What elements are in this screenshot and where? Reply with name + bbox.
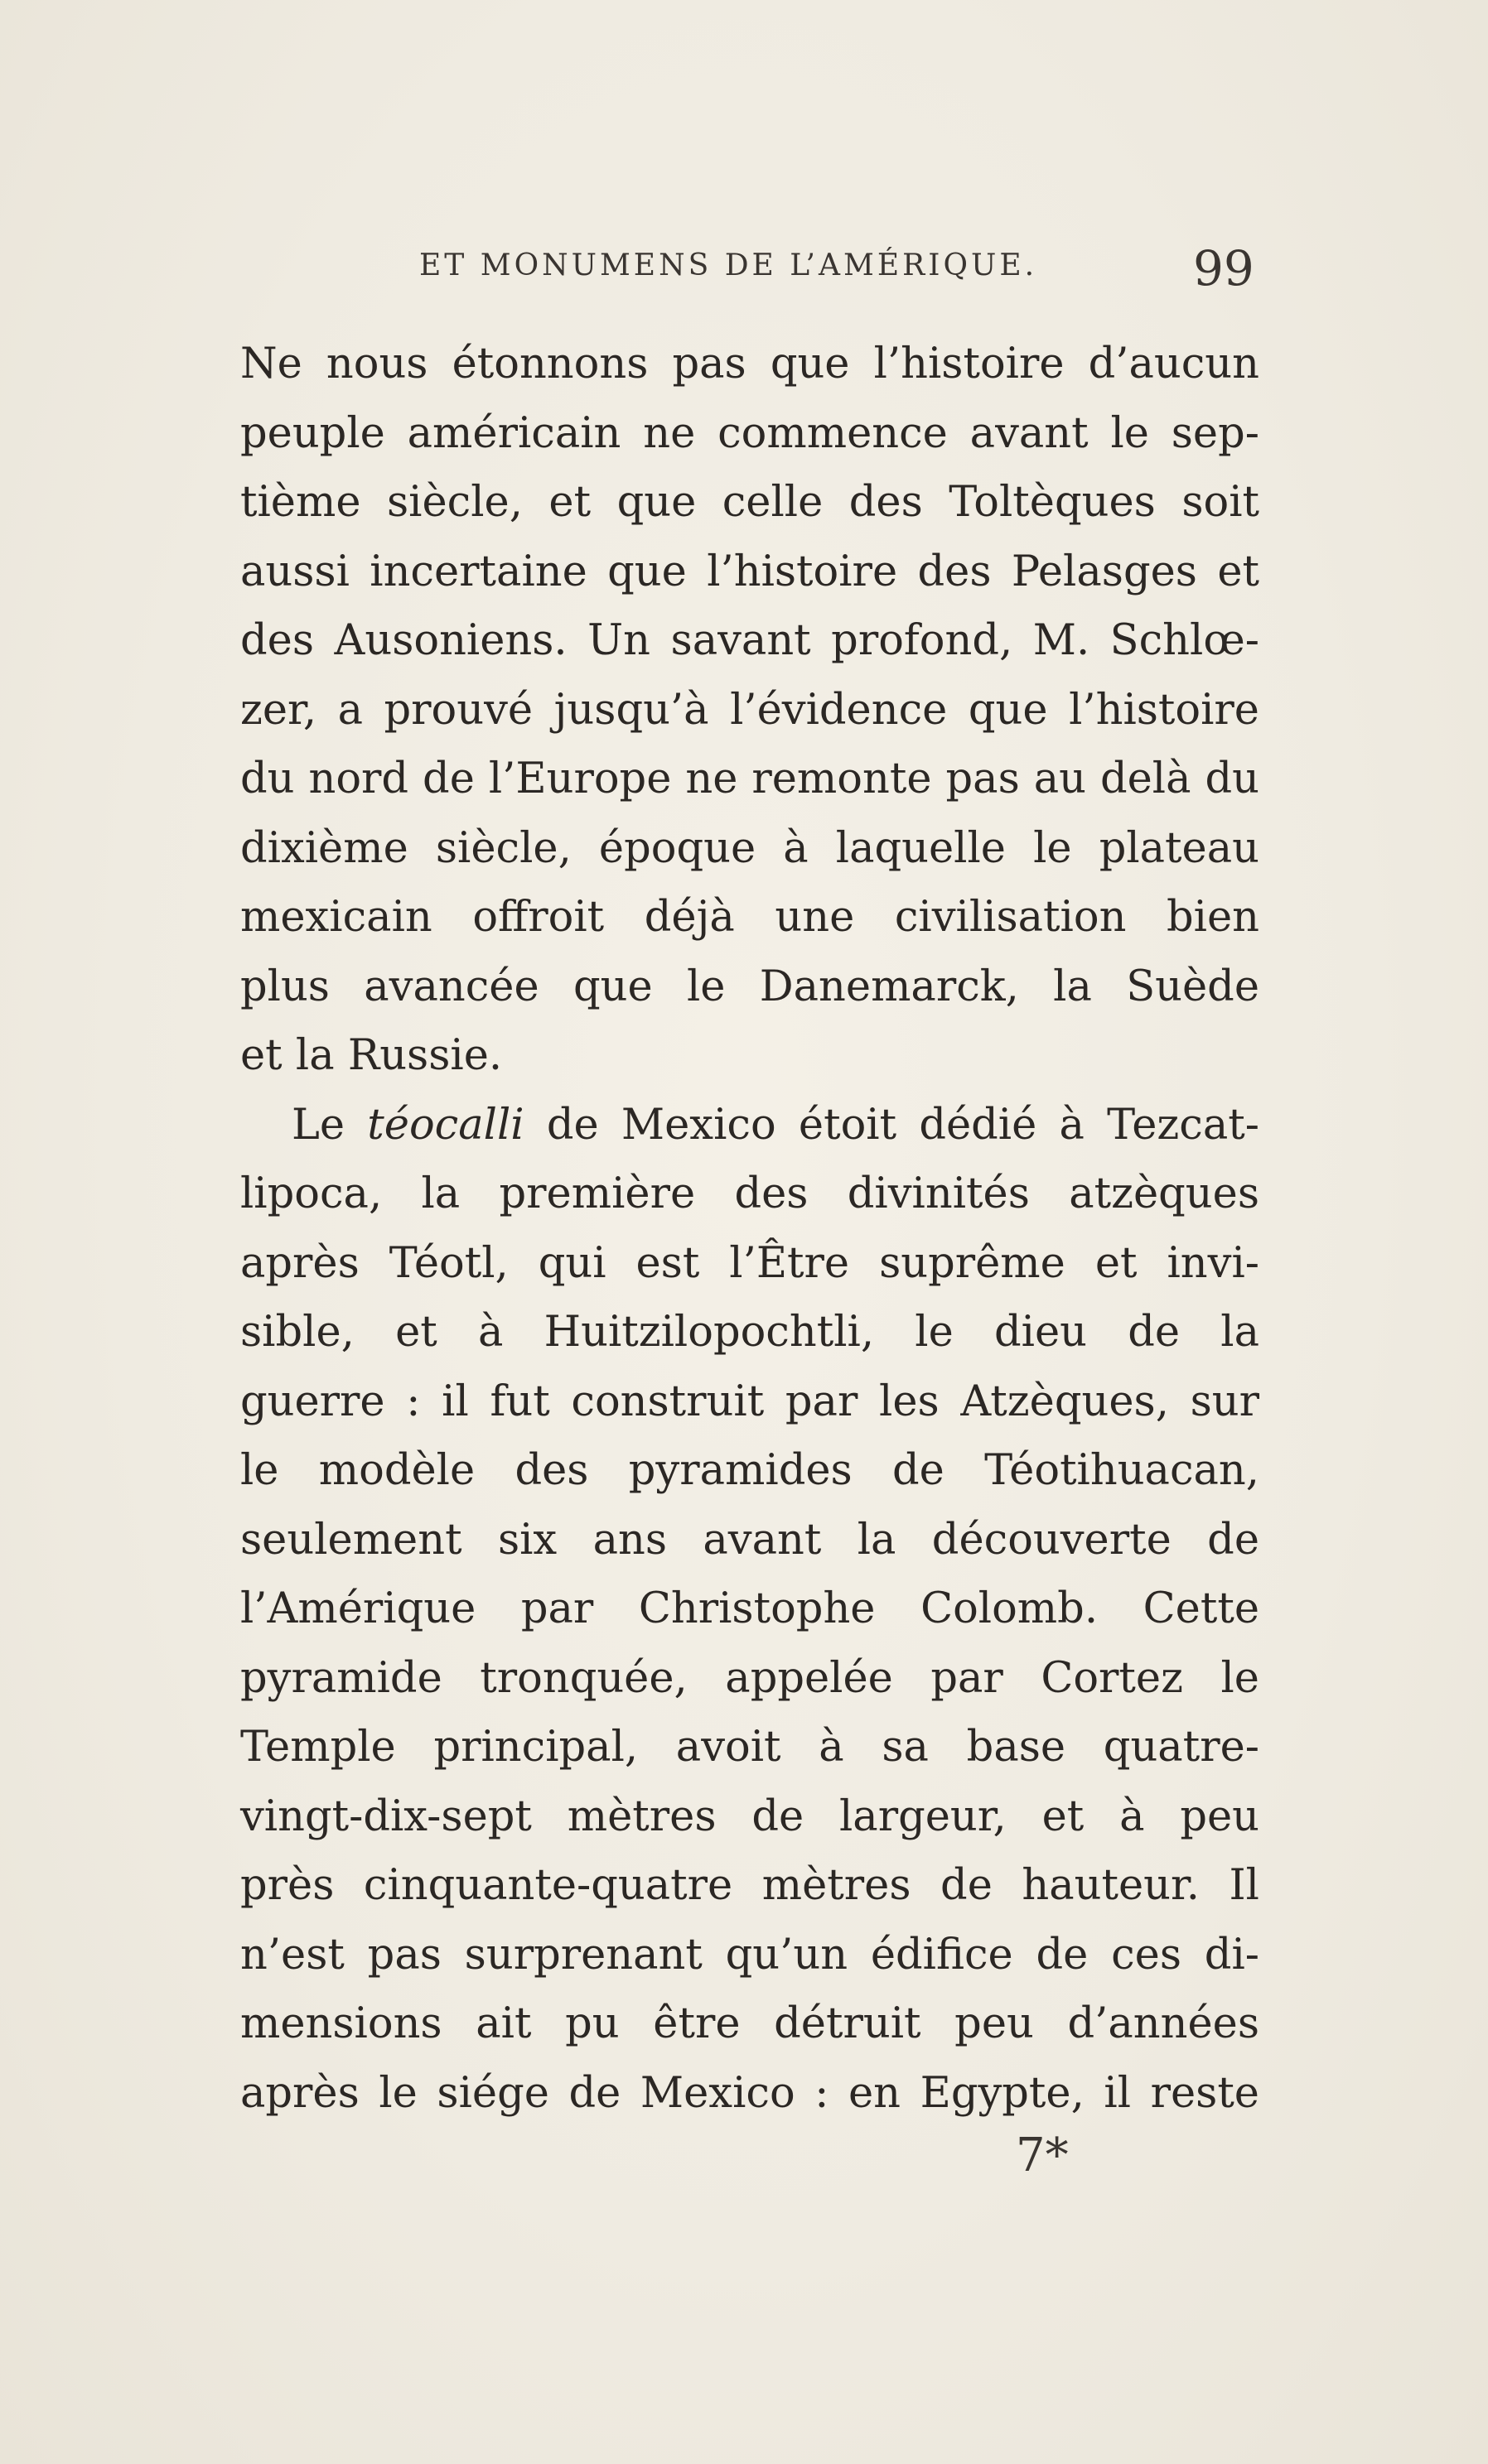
text-line: du nord de l’Europe ne remonte pas au delà du bbox=[240, 755, 1259, 803]
running-title: ET MONUMENS DE L’AMÉRIQUE. bbox=[419, 248, 1038, 282]
text-line: seulement six ans avant la découverte de bbox=[240, 1515, 1259, 1565]
text-line: tième siècle, et que celle des Toltèques soit bbox=[240, 478, 1259, 527]
text-line: plus avancée que le Danemarck, la Suède bbox=[240, 962, 1259, 1011]
paragraph-2 bbox=[240, 1091, 1259, 2129]
text-line: après Téotl, qui est l’Être suprême et invi- bbox=[240, 1238, 1259, 1288]
text-line bbox=[240, 1091, 1259, 1160]
text-line: près cinquante-quatre mètres de hauteur. Il bbox=[240, 1861, 1259, 1910]
page-number: 99 bbox=[1193, 240, 1254, 297]
paragraph-1 bbox=[240, 330, 1259, 1091]
text-run: de Mexico étoit dédié à Tezcat- bbox=[524, 1100, 1259, 1150]
text-line: après le siége de Mexico : en Egypte, il reste bbox=[240, 2068, 1259, 2118]
text-line: n’est pas surprenant qu’un édifice de ces di- bbox=[240, 1930, 1259, 1979]
text-line: pyramide tronquée, appelée par Cortez le bbox=[240, 1653, 1259, 1703]
text-line: zer, a prouvé jusqu’à l’évidence que l’histoire bbox=[240, 685, 1259, 735]
text-line: mensions ait pu être détruit peu d’années bbox=[240, 1999, 1259, 2048]
text-line: Temple principal, avoit à sa base quatre- bbox=[240, 1723, 1259, 1772]
text-line: aussi incertaine que l’histoire des Pelasges et bbox=[240, 547, 1259, 596]
text-line: des Ausoniens. Un savant profond, M. Schlœ- bbox=[240, 616, 1259, 665]
text-line: peuple américain ne commence avant le sep- bbox=[240, 408, 1259, 458]
italic-term: téocalli bbox=[367, 1100, 524, 1150]
text-line: dixième siècle, époque à laquelle le plateau bbox=[240, 823, 1259, 873]
text-line: et la Russie. bbox=[240, 1031, 503, 1080]
text-line: l’Amérique par Christophe Colomb. Cette bbox=[240, 1584, 1259, 1633]
text-line: Ne nous étonnons pas que l’histoire d’aucun bbox=[240, 340, 1259, 388]
body-text bbox=[240, 330, 1259, 2128]
text-run: Le bbox=[292, 1100, 368, 1150]
text-line: le modèle des pyramides de Téotihuacan, bbox=[240, 1446, 1259, 1495]
text-line: lipoca, la première des divinités atzèques bbox=[240, 1169, 1259, 1218]
text-line: guerre : il fut construit par les Atzèques, sur bbox=[240, 1377, 1259, 1426]
signature-mark: 7* bbox=[1016, 2129, 1069, 2182]
text-line: vingt-dix-sept mètres de largeur, et à peu bbox=[240, 1791, 1259, 1841]
text-line: mexicain offroit déjà une civilisation bien bbox=[240, 893, 1259, 942]
text-line: sible, et à Huitzilopochtli, le dieu de la bbox=[240, 1308, 1259, 1357]
